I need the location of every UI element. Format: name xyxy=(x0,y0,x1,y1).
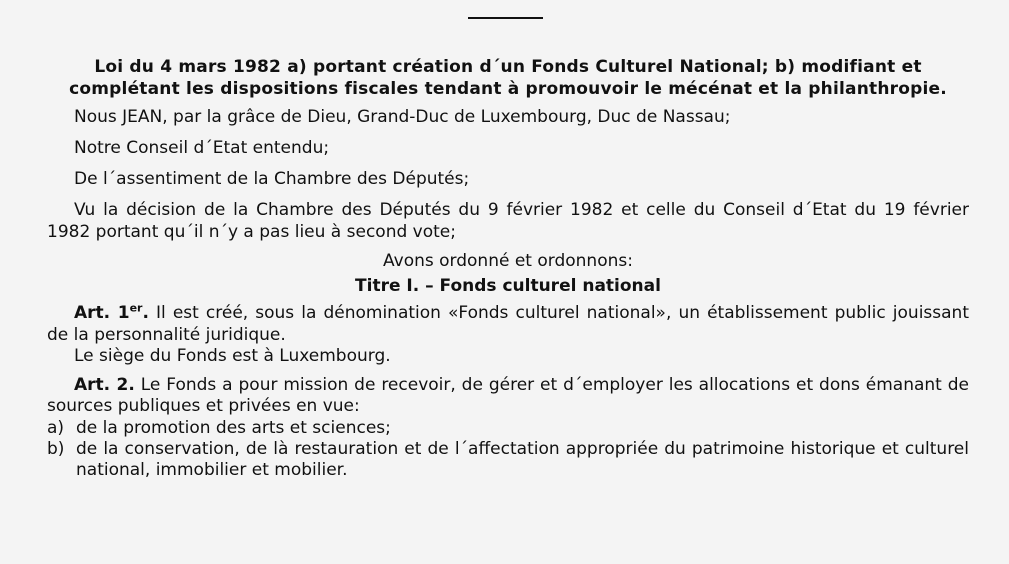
article-1-seat: Le siège du Fonds est à Luxembourg. xyxy=(74,345,391,366)
list-item xyxy=(47,439,969,482)
decree-line: Avons ordonné et ordonnons: xyxy=(383,250,633,271)
preamble-line-1: Nous JEAN, par la grâce de Dieu, Grand-Duc de Luxembourg, Duc de Nassau; xyxy=(74,106,731,127)
article-2-label: Art. 2. xyxy=(74,375,135,395)
list-item xyxy=(47,418,969,439)
preamble-line-3: De l´assentiment de la Chambre des Députés; xyxy=(74,169,470,189)
list-marker-b: b) xyxy=(47,438,65,459)
article-1 xyxy=(47,303,969,346)
document-body xyxy=(47,57,969,481)
top-rule-divider xyxy=(468,17,543,19)
list-text-b: de la conservation, de là restauration et de l´affectation appropriée du patrimoine historique et culturel national, immobilier et mobilier. xyxy=(76,438,969,480)
article-2-text: Le Fonds a pour mission de recevoir, de gérer et d´employer les allocations et dons émanant de sources publiques et privées en vue: xyxy=(47,375,969,417)
law-title: Loi du 4 mars 1982 a) portant création d´un Fonds Culturel National; b) modifiant et complétant les dispositions fiscales tendant à promouvoir le mécénat et la philanthropie. xyxy=(69,57,947,99)
article-1-label: Art. 1er. xyxy=(74,301,149,324)
section-title: Titre I. – Fonds culturel national xyxy=(355,276,661,296)
list-text-a: de la promotion des arts et sciences; xyxy=(76,417,391,438)
preamble-line-2: Notre Conseil d´Etat entendu; xyxy=(74,137,330,158)
preamble-line-4: Vu la décision de la Chambre des Députés du 9 février 1982 et celle du Conseil d´Etat du 19 février 1982 portant qu´il n´y a pas lieu à second vote; xyxy=(47,200,969,242)
article-2 xyxy=(47,375,969,418)
article-1-text: Il est créé, sous la dénomination «Fonds culturel national», un établissement public jouissant de la personnalité juridique. xyxy=(47,303,970,345)
list-marker-a: a) xyxy=(47,417,65,438)
